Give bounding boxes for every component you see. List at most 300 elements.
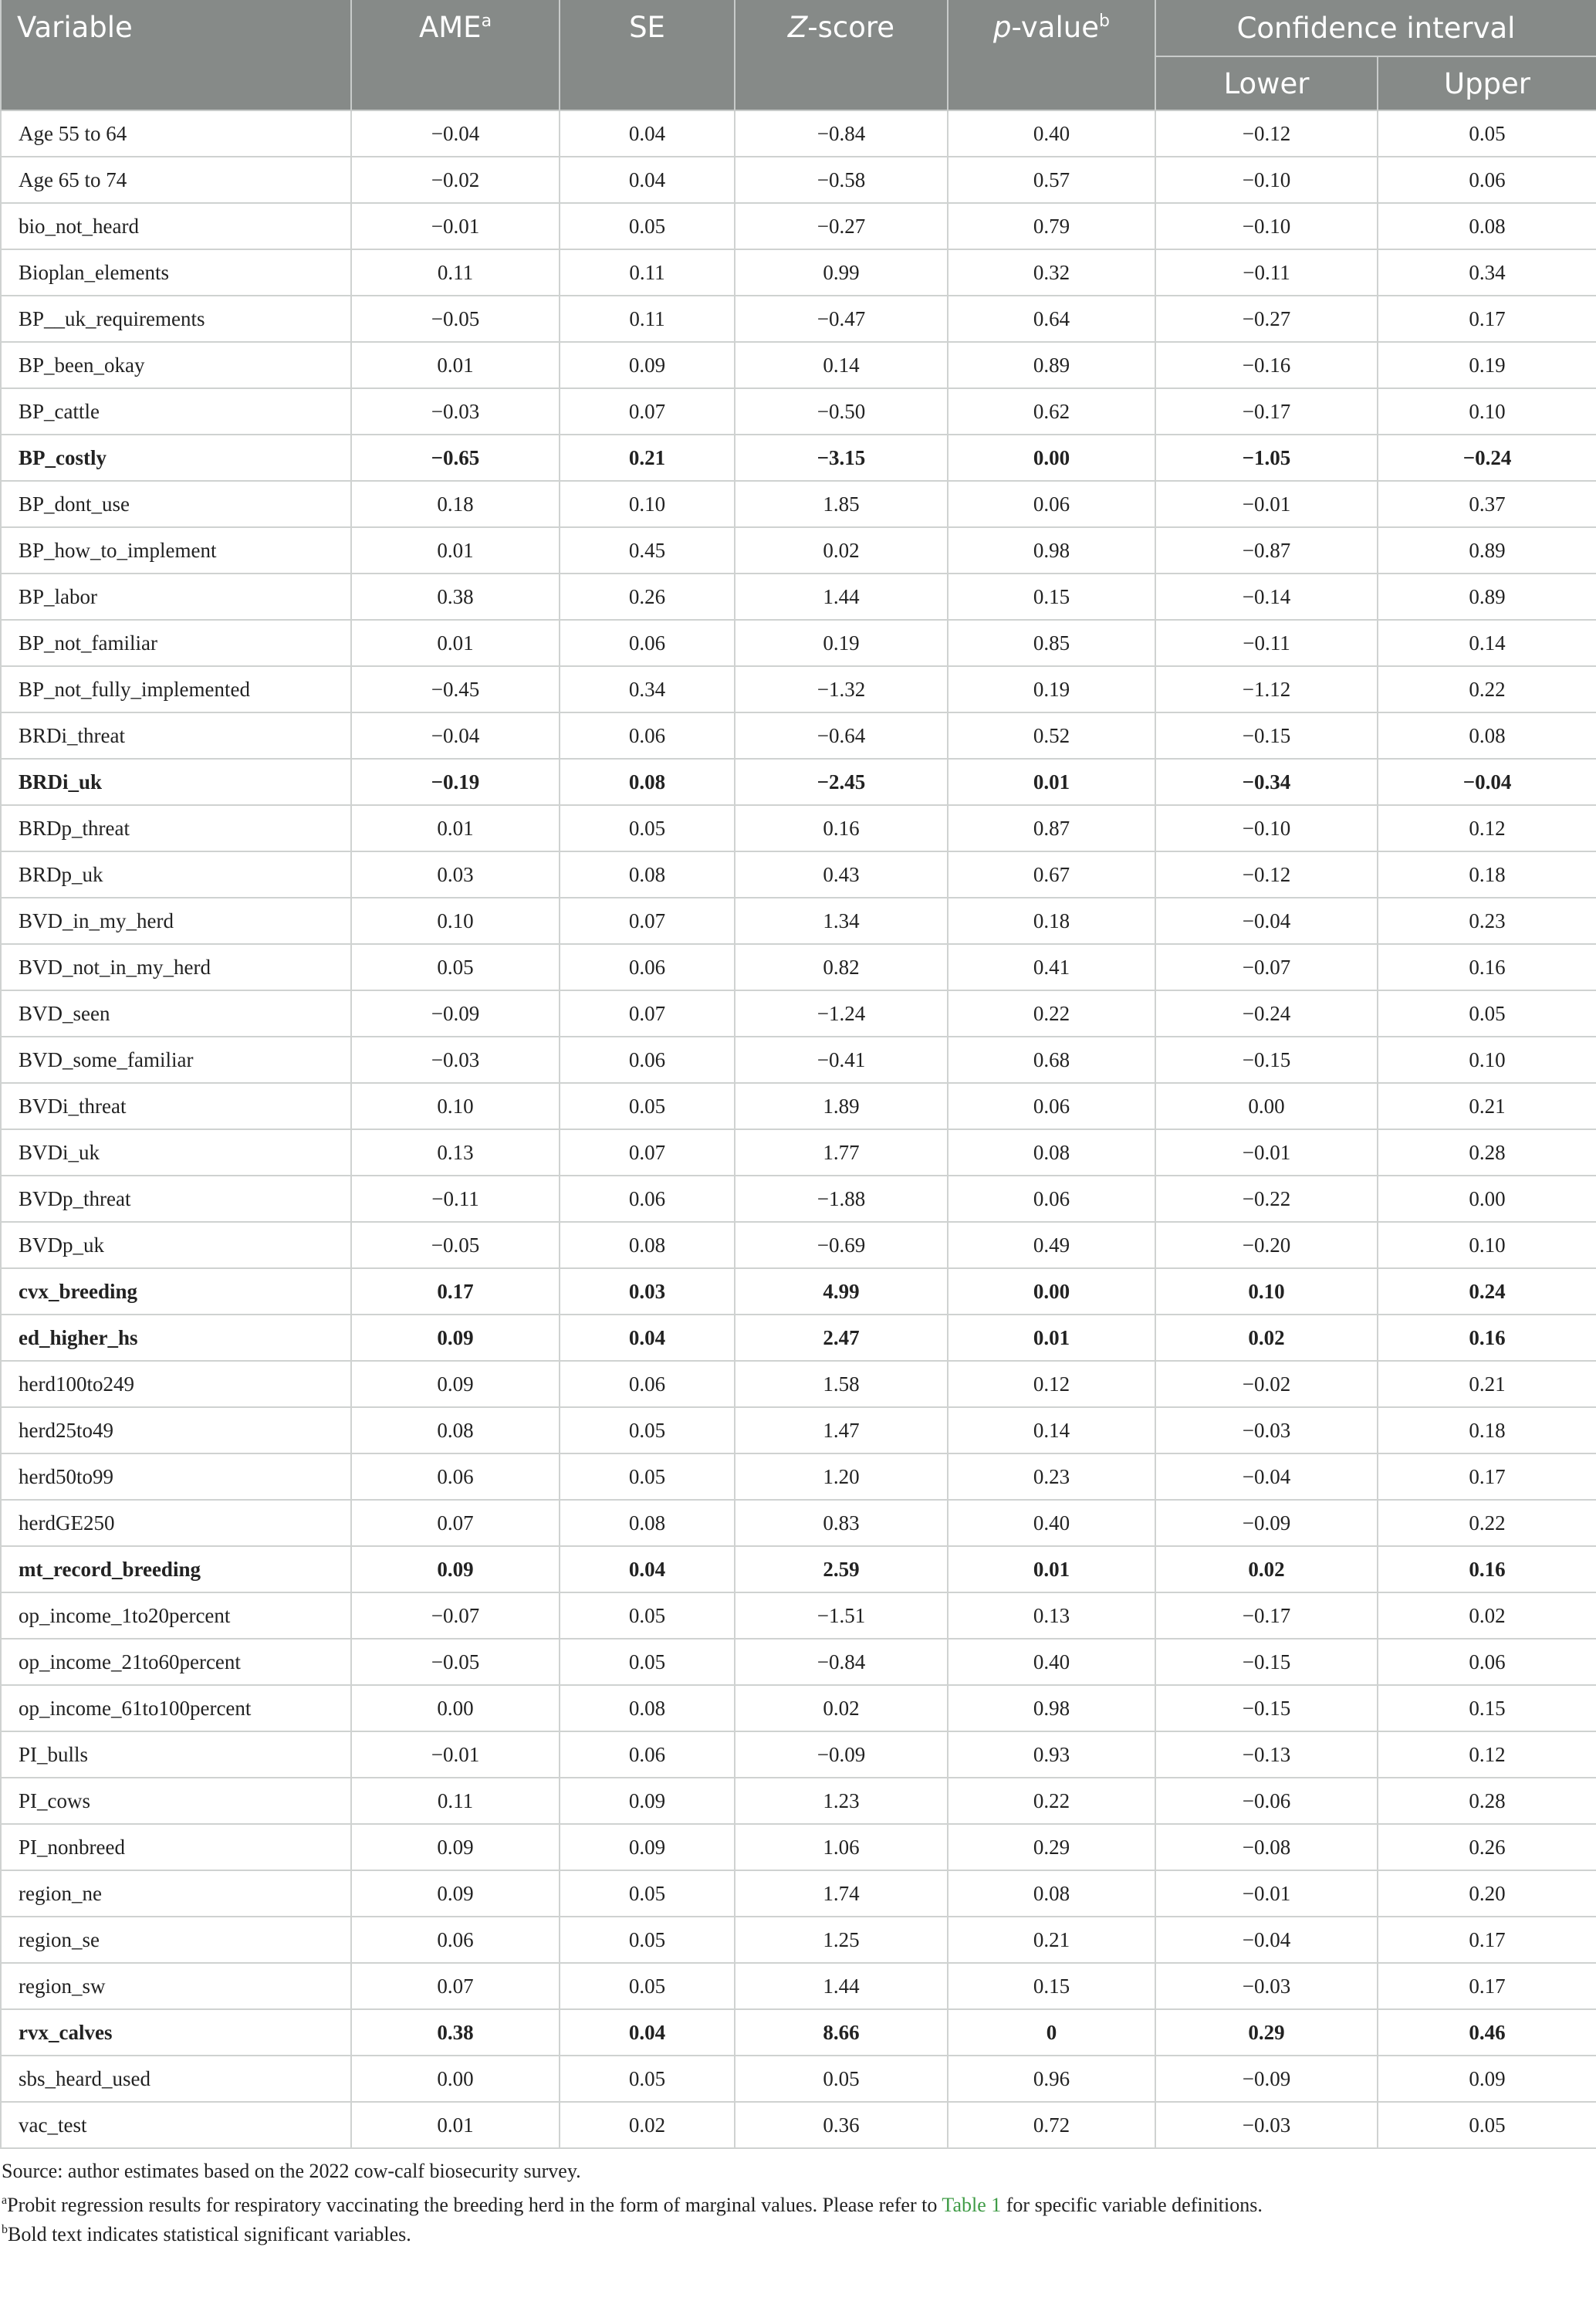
cell-p: 0.15 xyxy=(948,1963,1155,2009)
cell-p: 0.12 xyxy=(948,1361,1155,1407)
cell-z: 0.82 xyxy=(735,944,948,990)
cell-ame: 0.11 xyxy=(351,249,560,296)
cell-se: 0.10 xyxy=(560,481,735,527)
table-row xyxy=(1,1870,1596,1917)
cell-variable: op_income_61to100percent xyxy=(1,1685,351,1731)
table-row xyxy=(1,666,1596,712)
table-row xyxy=(1,296,1596,342)
cell-p: 0.00 xyxy=(948,435,1155,481)
cell-variable: BP_costly xyxy=(1,435,351,481)
cell-ame: −0.04 xyxy=(351,110,560,157)
cell-upper: 0.23 xyxy=(1378,898,1596,944)
cell-ame: −0.01 xyxy=(351,1731,560,1778)
cell-lower: −0.10 xyxy=(1155,203,1378,249)
cell-variable: BRDi_threat xyxy=(1,712,351,759)
cell-ame: 0.18 xyxy=(351,481,560,527)
col-header-z-score: Z-score xyxy=(735,0,948,110)
cell-lower: −0.03 xyxy=(1155,1963,1378,2009)
cell-z: −0.41 xyxy=(735,1037,948,1083)
cell-ame: 0.01 xyxy=(351,2102,560,2148)
cell-ame: 0.03 xyxy=(351,851,560,898)
cell-upper: 0.10 xyxy=(1378,1037,1596,1083)
cell-se: 0.02 xyxy=(560,2102,735,2148)
cell-z: 1.77 xyxy=(735,1129,948,1176)
col-header-confidence-interval: Confidence interval xyxy=(1155,0,1596,56)
cell-variable: PI_cows xyxy=(1,1778,351,1824)
cell-lower: −0.09 xyxy=(1155,1500,1378,1546)
cell-ame: 0.08 xyxy=(351,1407,560,1453)
cell-se: 0.09 xyxy=(560,1778,735,1824)
table-body xyxy=(1,110,1596,2148)
cell-upper: 0.12 xyxy=(1378,1731,1596,1778)
cell-z: 1.23 xyxy=(735,1778,948,1824)
cell-variable: ed_higher_hs xyxy=(1,1315,351,1361)
cell-variable: BP_labor xyxy=(1,574,351,620)
cell-variable: cvx_breeding xyxy=(1,1268,351,1315)
table-row xyxy=(1,1176,1596,1222)
cell-variable: BVD_seen xyxy=(1,990,351,1037)
cell-se: 0.11 xyxy=(560,296,735,342)
col-header-ame: AME$^a$ xyxy=(351,0,560,110)
cell-p: 0.14 xyxy=(948,1407,1155,1453)
cell-se: 0.11 xyxy=(560,249,735,296)
cell-lower: −0.04 xyxy=(1155,1917,1378,1963)
cell-lower: 0.10 xyxy=(1155,1268,1378,1315)
cell-ame: 0.06 xyxy=(351,1453,560,1500)
cell-se: 0.07 xyxy=(560,990,735,1037)
table-row xyxy=(1,481,1596,527)
cell-upper: 0.28 xyxy=(1378,1778,1596,1824)
cell-z: −0.47 xyxy=(735,296,948,342)
table-row xyxy=(1,1037,1596,1083)
cell-variable: Age 65 to 74 xyxy=(1,157,351,203)
cell-variable: rvx_calves xyxy=(1,2009,351,2056)
cell-p: 0.89 xyxy=(948,342,1155,388)
cell-se: 0.05 xyxy=(560,1592,735,1639)
cell-ame: −0.05 xyxy=(351,1639,560,1685)
note-a: $^a$Probit regression results for respiratory vaccinating the breeding herd in the form of marginal values. Please refer to Table 1 for specific variable definitions. xyxy=(2,2194,1263,2216)
cell-lower: −0.08 xyxy=(1155,1824,1378,1870)
cell-se: 0.05 xyxy=(560,1083,735,1129)
cell-z: −0.58 xyxy=(735,157,948,203)
cell-ame: −0.11 xyxy=(351,1176,560,1222)
cell-z: −1.51 xyxy=(735,1592,948,1639)
cell-se: 0.06 xyxy=(560,712,735,759)
cell-p: 0.13 xyxy=(948,1592,1155,1639)
cell-upper: 0.10 xyxy=(1378,388,1596,435)
cell-z: 1.89 xyxy=(735,1083,948,1129)
cell-variable: herd100to249 xyxy=(1,1361,351,1407)
cell-z: −1.32 xyxy=(735,666,948,712)
table-row xyxy=(1,1083,1596,1129)
cell-p: 0 xyxy=(948,2009,1155,2056)
cell-se: 0.06 xyxy=(560,1176,735,1222)
cell-lower: −0.10 xyxy=(1155,157,1378,203)
cell-lower: −1.12 xyxy=(1155,666,1378,712)
cell-ame: −0.09 xyxy=(351,990,560,1037)
cell-se: 0.08 xyxy=(560,1500,735,1546)
cell-p: 0.22 xyxy=(948,990,1155,1037)
cell-lower: −0.03 xyxy=(1155,2102,1378,2148)
cell-upper: 0.05 xyxy=(1378,2102,1596,2148)
cell-se: 0.08 xyxy=(560,851,735,898)
table-row xyxy=(1,1500,1596,1546)
cell-ame: 0.09 xyxy=(351,1361,560,1407)
cell-ame: 0.13 xyxy=(351,1129,560,1176)
cell-upper: 0.05 xyxy=(1378,110,1596,157)
cell-lower: 0.29 xyxy=(1155,2009,1378,2056)
cell-upper: 0.02 xyxy=(1378,1592,1596,1639)
cell-ame: 0.01 xyxy=(351,620,560,666)
cell-se: 0.09 xyxy=(560,342,735,388)
cell-ame: −0.05 xyxy=(351,1222,560,1268)
cell-variable: BVD_in_my_herd xyxy=(1,898,351,944)
cell-variable: BVDp_threat xyxy=(1,1176,351,1222)
cell-ame: 0.05 xyxy=(351,944,560,990)
cell-upper: 0.22 xyxy=(1378,1500,1596,1546)
cell-z: 0.43 xyxy=(735,851,948,898)
cell-variable: BP_not_familiar xyxy=(1,620,351,666)
cell-ame: 0.06 xyxy=(351,1917,560,1963)
cell-p: 0.19 xyxy=(948,666,1155,712)
cell-ame: −0.07 xyxy=(351,1592,560,1639)
cell-se: 0.04 xyxy=(560,1315,735,1361)
cell-upper: 0.16 xyxy=(1378,1546,1596,1592)
table-row xyxy=(1,1268,1596,1315)
cell-se: 0.06 xyxy=(560,1037,735,1083)
table-row xyxy=(1,712,1596,759)
cell-lower: −0.16 xyxy=(1155,342,1378,388)
cell-variable: vac_test xyxy=(1,2102,351,2148)
cell-se: 0.05 xyxy=(560,1917,735,1963)
cell-lower: −0.15 xyxy=(1155,1037,1378,1083)
cell-se: 0.06 xyxy=(560,1361,735,1407)
cell-variable: mt_record_breeding xyxy=(1,1546,351,1592)
table-row xyxy=(1,249,1596,296)
col-header-lower: Lower xyxy=(1155,56,1378,110)
cell-lower: −0.10 xyxy=(1155,805,1378,851)
cell-se: 0.04 xyxy=(560,157,735,203)
cell-lower: −0.14 xyxy=(1155,574,1378,620)
cell-variable: Bioplan_elements xyxy=(1,249,351,296)
cell-lower: −0.15 xyxy=(1155,1639,1378,1685)
cell-variable: PI_bulls xyxy=(1,1731,351,1778)
table-row xyxy=(1,1222,1596,1268)
cell-p: 0.68 xyxy=(948,1037,1155,1083)
cell-lower: −0.01 xyxy=(1155,1129,1378,1176)
cell-p: 0.08 xyxy=(948,1870,1155,1917)
table-row xyxy=(1,1453,1596,1500)
cell-upper: 0.08 xyxy=(1378,203,1596,249)
cell-z: 0.05 xyxy=(735,2056,948,2102)
cell-lower: −0.11 xyxy=(1155,620,1378,666)
cell-z: 0.14 xyxy=(735,342,948,388)
cell-se: 0.06 xyxy=(560,944,735,990)
cell-variable: region_ne xyxy=(1,1870,351,1917)
cell-upper: 0.05 xyxy=(1378,990,1596,1037)
cell-upper: 0.15 xyxy=(1378,1685,1596,1731)
cell-p: 0.23 xyxy=(948,1453,1155,1500)
cell-ame: 0.38 xyxy=(351,574,560,620)
cell-se: 0.08 xyxy=(560,759,735,805)
table-row xyxy=(1,759,1596,805)
cell-ame: 0.07 xyxy=(351,1963,560,2009)
table-row xyxy=(1,1639,1596,1685)
cell-z: 1.44 xyxy=(735,574,948,620)
cell-variable: BVD_not_in_my_herd xyxy=(1,944,351,990)
cell-variable: herd25to49 xyxy=(1,1407,351,1453)
cell-variable: BVDi_uk xyxy=(1,1129,351,1176)
cell-p: 0.01 xyxy=(948,1546,1155,1592)
cell-se: 0.26 xyxy=(560,574,735,620)
cell-upper: 0.00 xyxy=(1378,1176,1596,1222)
cell-ame: −0.03 xyxy=(351,388,560,435)
cell-lower: −0.34 xyxy=(1155,759,1378,805)
cell-z: 0.36 xyxy=(735,2102,948,2148)
cell-lower: −0.15 xyxy=(1155,712,1378,759)
cell-p: 0.15 xyxy=(948,574,1155,620)
cell-p: 0.01 xyxy=(948,1315,1155,1361)
cell-variable: op_income_1to20percent xyxy=(1,1592,351,1639)
cell-p: 0.67 xyxy=(948,851,1155,898)
cell-se: 0.21 xyxy=(560,435,735,481)
cell-p: 0.62 xyxy=(948,388,1155,435)
cell-ame: 0.11 xyxy=(351,1778,560,1824)
cell-lower: −0.04 xyxy=(1155,1453,1378,1500)
cell-upper: 0.18 xyxy=(1378,1407,1596,1453)
cell-variable: BRDi_uk xyxy=(1,759,351,805)
cell-lower: −0.87 xyxy=(1155,527,1378,574)
cell-variable: region_sw xyxy=(1,1963,351,2009)
cell-z: 0.16 xyxy=(735,805,948,851)
cell-lower: −0.09 xyxy=(1155,2056,1378,2102)
cell-variable: BVDi_threat xyxy=(1,1083,351,1129)
table-row xyxy=(1,435,1596,481)
table-row xyxy=(1,944,1596,990)
cell-p: 0.57 xyxy=(948,157,1155,203)
cell-z: −0.09 xyxy=(735,1731,948,1778)
cell-ame: −0.05 xyxy=(351,296,560,342)
cell-p: 0.21 xyxy=(948,1917,1155,1963)
cell-variable: herd50to99 xyxy=(1,1453,351,1500)
cell-lower: 0.00 xyxy=(1155,1083,1378,1129)
table-row xyxy=(1,1963,1596,2009)
cell-p: 0.98 xyxy=(948,1685,1155,1731)
cell-variable: BRDp_uk xyxy=(1,851,351,898)
col-header-variable: Variable xyxy=(1,0,351,110)
cell-se: 0.03 xyxy=(560,1268,735,1315)
cell-lower: 0.02 xyxy=(1155,1546,1378,1592)
cell-upper: 0.06 xyxy=(1378,1639,1596,1685)
cell-ame: −0.01 xyxy=(351,203,560,249)
cell-z: 1.85 xyxy=(735,481,948,527)
table-row xyxy=(1,2056,1596,2102)
cell-p: 0.41 xyxy=(948,944,1155,990)
cell-ame: 0.01 xyxy=(351,805,560,851)
cell-p: 0.40 xyxy=(948,1500,1155,1546)
cell-upper: 0.34 xyxy=(1378,249,1596,296)
cell-upper: 0.17 xyxy=(1378,1963,1596,2009)
col-header-upper: Upper xyxy=(1378,56,1596,110)
cell-variable: BRDp_threat xyxy=(1,805,351,851)
cell-variable: BP_cattle xyxy=(1,388,351,435)
cell-upper: 0.18 xyxy=(1378,851,1596,898)
cell-se: 0.08 xyxy=(560,1685,735,1731)
table-row xyxy=(1,388,1596,435)
col-header-p-value: p-value$^b$ xyxy=(948,0,1155,110)
cell-ame: 0.09 xyxy=(351,1824,560,1870)
table-row xyxy=(1,1315,1596,1361)
cell-ame: 0.09 xyxy=(351,1870,560,1917)
cell-upper: 0.16 xyxy=(1378,944,1596,990)
table-row xyxy=(1,805,1596,851)
cell-z: −2.45 xyxy=(735,759,948,805)
cell-se: 0.05 xyxy=(560,1963,735,2009)
cell-se: 0.06 xyxy=(560,620,735,666)
cell-upper: 0.17 xyxy=(1378,296,1596,342)
table-row xyxy=(1,574,1596,620)
cell-lower: −0.27 xyxy=(1155,296,1378,342)
cell-lower: −0.12 xyxy=(1155,110,1378,157)
cell-p: 0.06 xyxy=(948,1083,1155,1129)
table-row xyxy=(1,1917,1596,1963)
cell-variable: BVD_some_familiar xyxy=(1,1037,351,1083)
cell-z: 1.06 xyxy=(735,1824,948,1870)
cell-z: 2.59 xyxy=(735,1546,948,1592)
cell-z: 8.66 xyxy=(735,2009,948,2056)
cell-lower: −0.03 xyxy=(1155,1407,1378,1453)
cell-upper: 0.09 xyxy=(1378,2056,1596,2102)
cell-upper: 0.10 xyxy=(1378,1222,1596,1268)
cell-upper: 0.16 xyxy=(1378,1315,1596,1361)
cell-upper: 0.89 xyxy=(1378,527,1596,574)
cell-z: −0.27 xyxy=(735,203,948,249)
table-row xyxy=(1,1778,1596,1824)
cell-upper: 0.06 xyxy=(1378,157,1596,203)
cell-variable: Age 55 to 64 xyxy=(1,110,351,157)
table-row xyxy=(1,1731,1596,1778)
table-1-link[interactable]: Table 1 xyxy=(942,2194,1002,2216)
cell-z: 1.25 xyxy=(735,1917,948,1963)
table-row xyxy=(1,851,1596,898)
cell-se: 0.09 xyxy=(560,1824,735,1870)
cell-z: 1.20 xyxy=(735,1453,948,1500)
table-row xyxy=(1,342,1596,388)
table-row xyxy=(1,1361,1596,1407)
cell-p: 0.85 xyxy=(948,620,1155,666)
cell-p: 0.32 xyxy=(948,249,1155,296)
cell-lower: −0.07 xyxy=(1155,944,1378,990)
cell-ame: 0.09 xyxy=(351,1546,560,1592)
cell-se: 0.07 xyxy=(560,388,735,435)
cell-lower: −0.17 xyxy=(1155,1592,1378,1639)
cell-z: −0.84 xyxy=(735,110,948,157)
cell-ame: −0.19 xyxy=(351,759,560,805)
cell-ame: 0.38 xyxy=(351,2009,560,2056)
cell-z: −0.50 xyxy=(735,388,948,435)
cell-variable: BVDp_uk xyxy=(1,1222,351,1268)
cell-lower: −0.01 xyxy=(1155,1870,1378,1917)
cell-variable: BP_dont_use xyxy=(1,481,351,527)
cell-p: 0.40 xyxy=(948,110,1155,157)
table-row xyxy=(1,1407,1596,1453)
table-header xyxy=(1,0,1596,110)
cell-ame: 0.17 xyxy=(351,1268,560,1315)
cell-variable: bio_not_heard xyxy=(1,203,351,249)
cell-ame: −0.04 xyxy=(351,712,560,759)
cell-se: 0.07 xyxy=(560,898,735,944)
cell-p: 0.06 xyxy=(948,481,1155,527)
cell-ame: 0.10 xyxy=(351,1083,560,1129)
cell-ame: 0.01 xyxy=(351,527,560,574)
cell-z: −0.84 xyxy=(735,1639,948,1685)
cell-lower: −0.15 xyxy=(1155,1685,1378,1731)
table-row xyxy=(1,2102,1596,2148)
table-row xyxy=(1,1685,1596,1731)
table-row xyxy=(1,527,1596,574)
cell-upper: 0.21 xyxy=(1378,1361,1596,1407)
cell-p: 0.01 xyxy=(948,759,1155,805)
cell-variable: PI_nonbreed xyxy=(1,1824,351,1870)
cell-lower: −0.01 xyxy=(1155,481,1378,527)
cell-lower: −0.20 xyxy=(1155,1222,1378,1268)
cell-p: 0.40 xyxy=(948,1639,1155,1685)
cell-p: 0.79 xyxy=(948,203,1155,249)
cell-se: 0.05 xyxy=(560,2056,735,2102)
cell-se: 0.04 xyxy=(560,110,735,157)
cell-lower: −0.24 xyxy=(1155,990,1378,1037)
cell-upper: 0.22 xyxy=(1378,666,1596,712)
cell-p: 0.06 xyxy=(948,1176,1155,1222)
cell-upper: 0.17 xyxy=(1378,1453,1596,1500)
cell-lower: −0.04 xyxy=(1155,898,1378,944)
cell-z: 1.74 xyxy=(735,1870,948,1917)
cell-z: 0.02 xyxy=(735,1685,948,1731)
cell-se: 0.05 xyxy=(560,805,735,851)
cell-se: 0.05 xyxy=(560,1870,735,1917)
cell-variable: BP_how_to_implement xyxy=(1,527,351,574)
table-row xyxy=(1,1129,1596,1176)
cell-upper: 0.20 xyxy=(1378,1870,1596,1917)
cell-ame: 0.09 xyxy=(351,1315,560,1361)
cell-z: 2.47 xyxy=(735,1315,948,1361)
cell-ame: 0.00 xyxy=(351,1685,560,1731)
cell-variable: BP_not_fully_implemented xyxy=(1,666,351,712)
cell-ame: −0.45 xyxy=(351,666,560,712)
cell-variable: sbs_heard_used xyxy=(1,2056,351,2102)
cell-upper: 0.19 xyxy=(1378,342,1596,388)
cell-upper: −0.04 xyxy=(1378,759,1596,805)
cell-upper: 0.24 xyxy=(1378,1268,1596,1315)
cell-ame: −0.03 xyxy=(351,1037,560,1083)
cell-z: −3.15 xyxy=(735,435,948,481)
cell-se: 0.06 xyxy=(560,1731,735,1778)
cell-p: 0.96 xyxy=(948,2056,1155,2102)
cell-se: 0.04 xyxy=(560,2009,735,2056)
cell-lower: −0.06 xyxy=(1155,1778,1378,1824)
cell-variable: region_se xyxy=(1,1917,351,1963)
cell-se: 0.04 xyxy=(560,1546,735,1592)
cell-ame: 0.07 xyxy=(351,1500,560,1546)
cell-upper: −0.24 xyxy=(1378,435,1596,481)
cell-p: 0.52 xyxy=(948,712,1155,759)
table-row xyxy=(1,620,1596,666)
cell-se: 0.05 xyxy=(560,203,735,249)
cell-z: −1.24 xyxy=(735,990,948,1037)
table-row xyxy=(1,1824,1596,1870)
cell-se: 0.05 xyxy=(560,1407,735,1453)
cell-variable: BP_been_okay xyxy=(1,342,351,388)
